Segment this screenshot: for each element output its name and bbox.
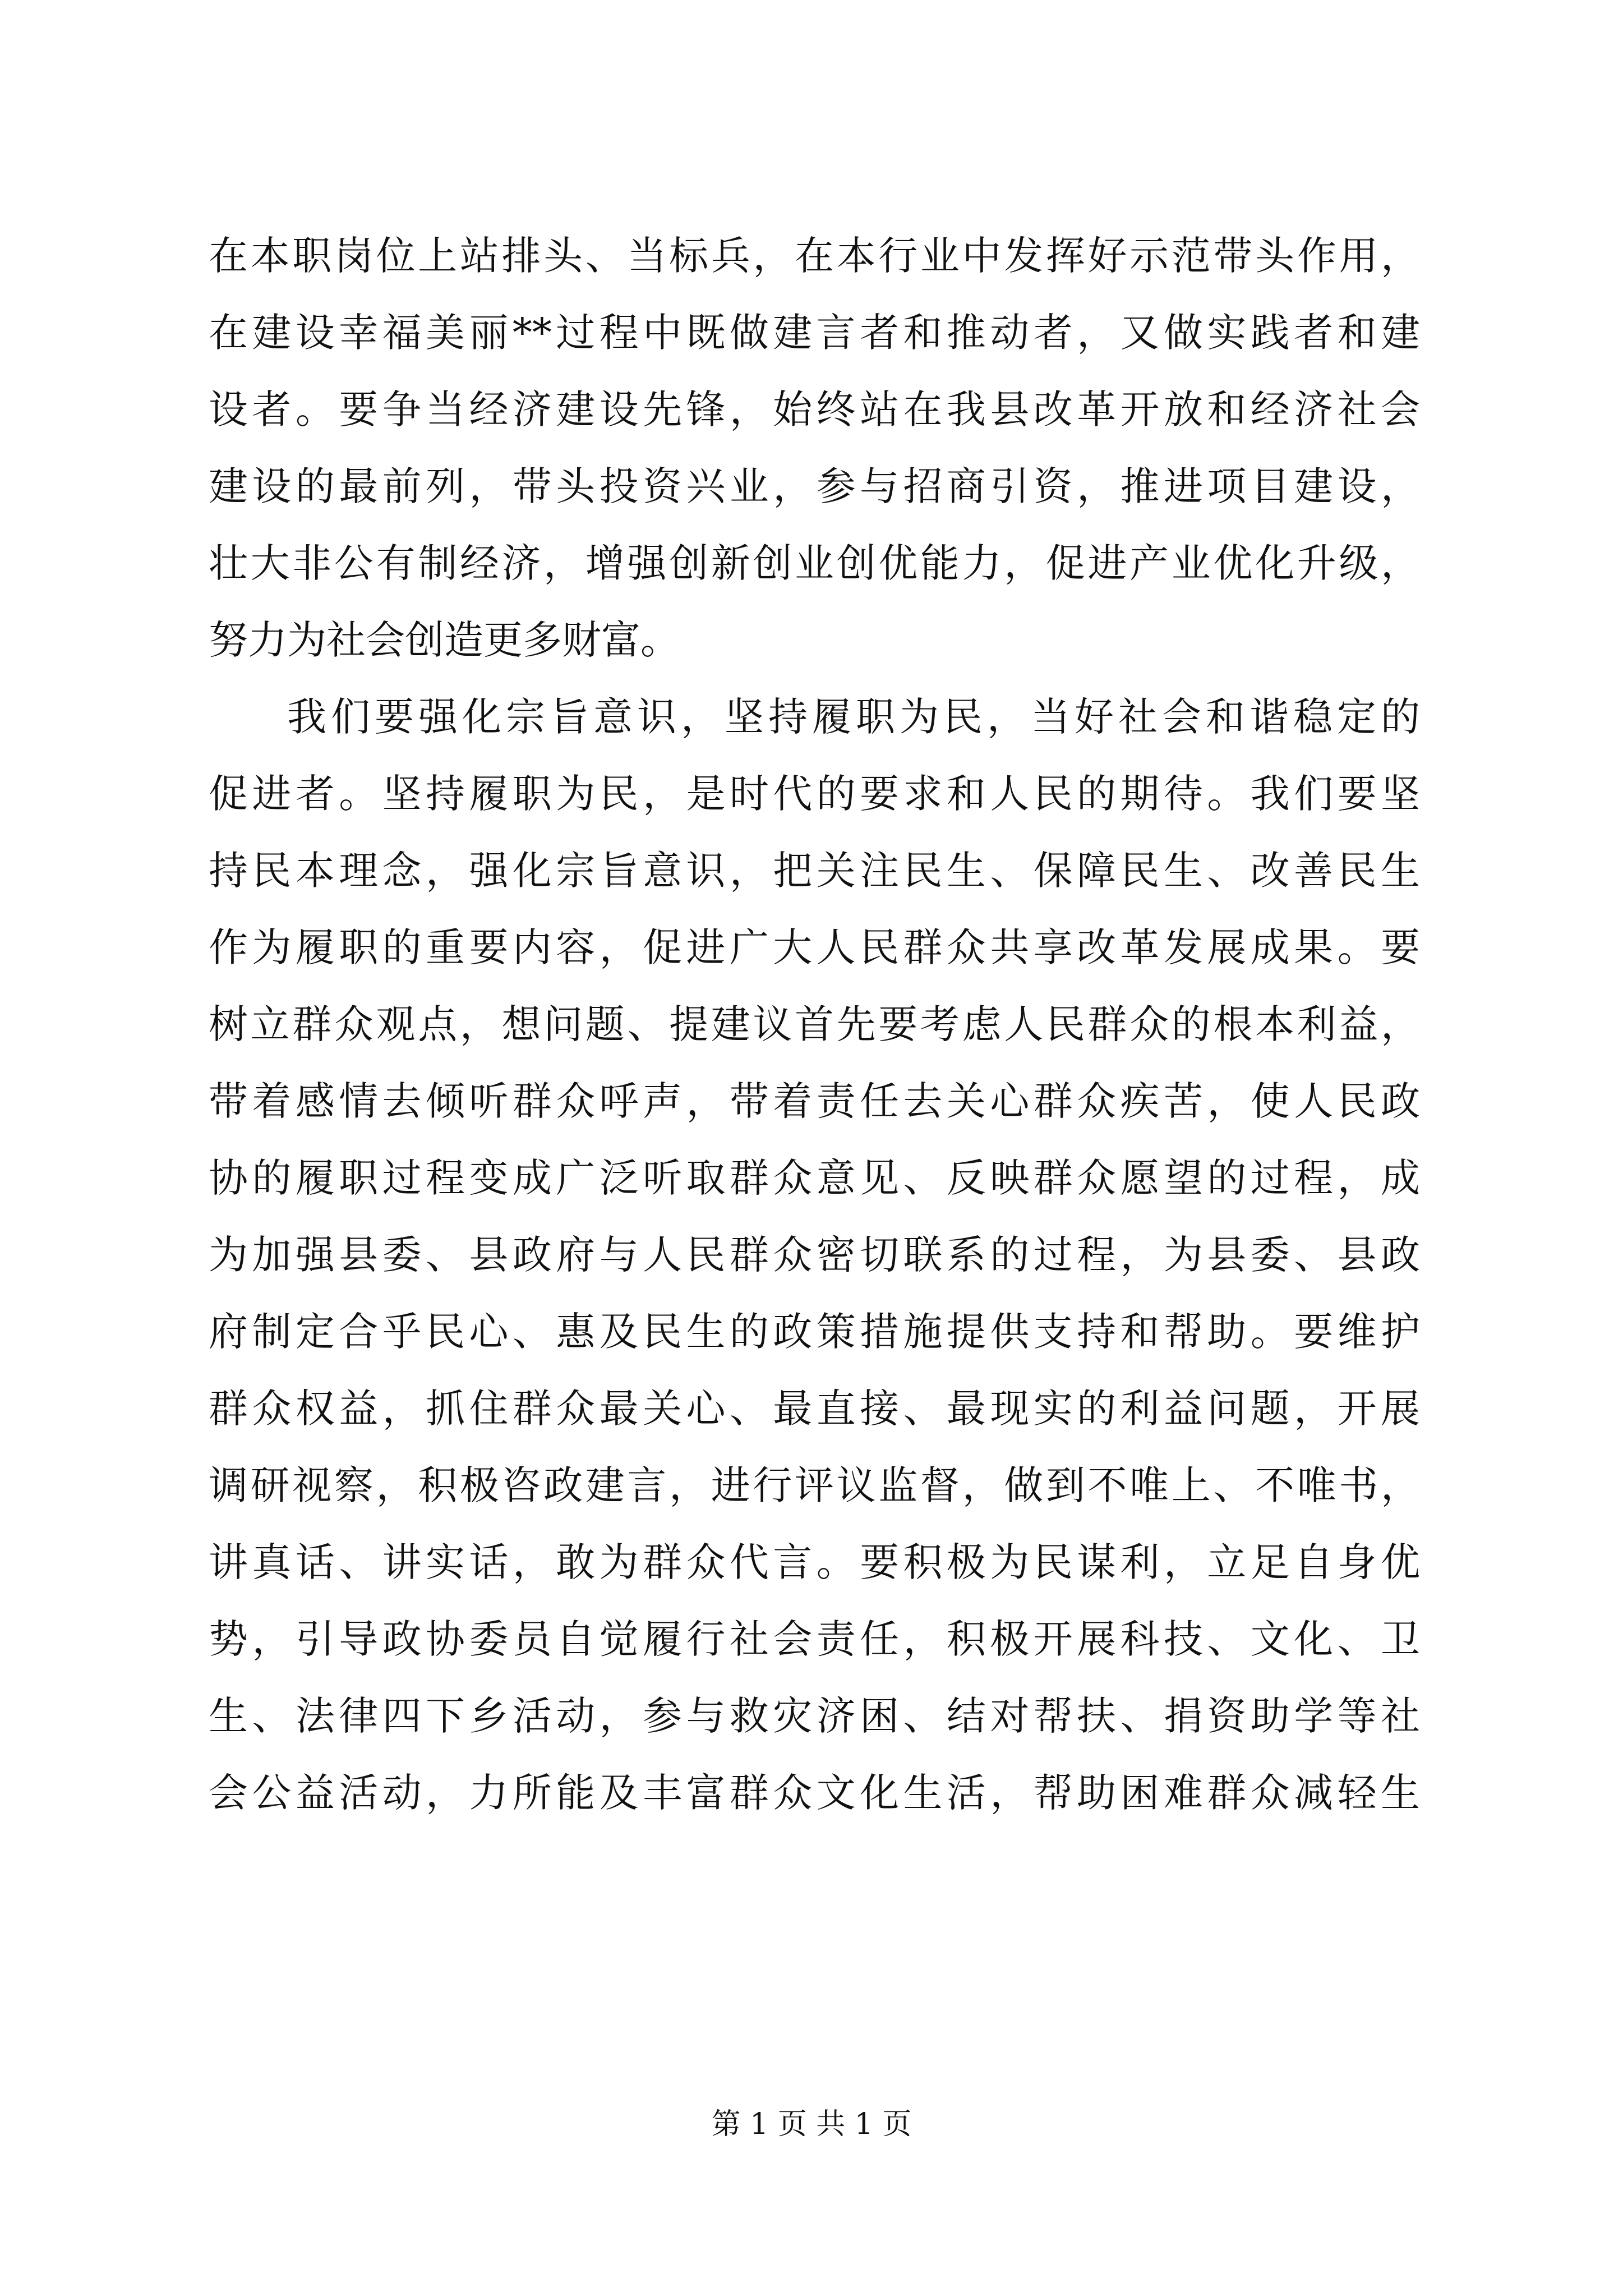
paragraph-1	[209, 218, 1420, 679]
text-line: 促进者。坚持履职为民，是时代的要求和人民的期待。我们要坚	[209, 771, 1420, 817]
text-line: 协的履职过程变成广泛听取群众意见、反映群众愿望的过程，成	[209, 1155, 1420, 1201]
text-line: 生、法律四下乡活动，参与救灾济困、结对帮扶、捐资助学等社	[209, 1693, 1420, 1739]
text-line: 带着感情去倾听群众呼声，带着责任去关心群众疾苦，使人民政	[209, 1078, 1420, 1124]
text-line: 持民本理念，强化宗旨意识，把关注民生、保障民生、改善民生	[209, 848, 1420, 894]
page-footer	[0, 2105, 1623, 2144]
document-body	[209, 218, 1420, 1832]
text-line: 在建设幸福美丽**过程中既做建言者和推动者，又做实践者和建	[209, 310, 1420, 356]
text-line: 调研视察，积极咨政建言，进行评议监督，做到不唯上、不唯书，	[209, 1462, 1420, 1508]
text-line: 壮大非公有制经济，增强创新创业创优能力，促进产业优化升级，	[209, 540, 1420, 586]
page-number-label: 第 1 页 共 1 页	[711, 2108, 912, 2141]
text-line: 树立群众观点，想问题、提建议首先要考虑人民群众的根本利益，	[209, 1001, 1420, 1047]
paragraph-2	[209, 679, 1420, 1832]
text-line: 我们要强化宗旨意识，坚持履职为民，当好社会和谐稳定的	[287, 694, 1420, 740]
text-line: 府制定合乎民心、惠及民生的政策措施提供支持和帮助。要维护	[209, 1309, 1420, 1355]
text-line: 努力为社会创造更多财富。	[209, 617, 680, 663]
text-line: 群众权益，抓住群众最关心、最直接、最现实的利益问题，开展	[209, 1386, 1420, 1432]
text-line: 势，引导政协委员自觉履行社会责任，积极开展科技、文化、卫	[209, 1616, 1420, 1662]
text-line: 会公益活动，力所能及丰富群众文化生活，帮助困难群众减轻生	[209, 1770, 1420, 1816]
text-line: 在本职岗位上站排头、当标兵，在本行业中发挥好示范带头作用，	[209, 233, 1420, 279]
text-line: 建设的最前列，带头投资兴业，参与招商引资，推进项目建设，	[209, 463, 1420, 509]
text-line: 讲真话、讲实话，敢为群众代言。要积极为民谋利，立足自身优	[209, 1539, 1420, 1585]
text-line: 作为履职的重要内容，促进广大人民群众共享改革发展成果。要	[209, 924, 1420, 970]
text-line: 设者。要争当经济建设先锋，始终站在我县改革开放和经济社会	[209, 386, 1420, 432]
text-line: 为加强县委、县政府与人民群众密切联系的过程，为县委、县政	[209, 1232, 1420, 1278]
